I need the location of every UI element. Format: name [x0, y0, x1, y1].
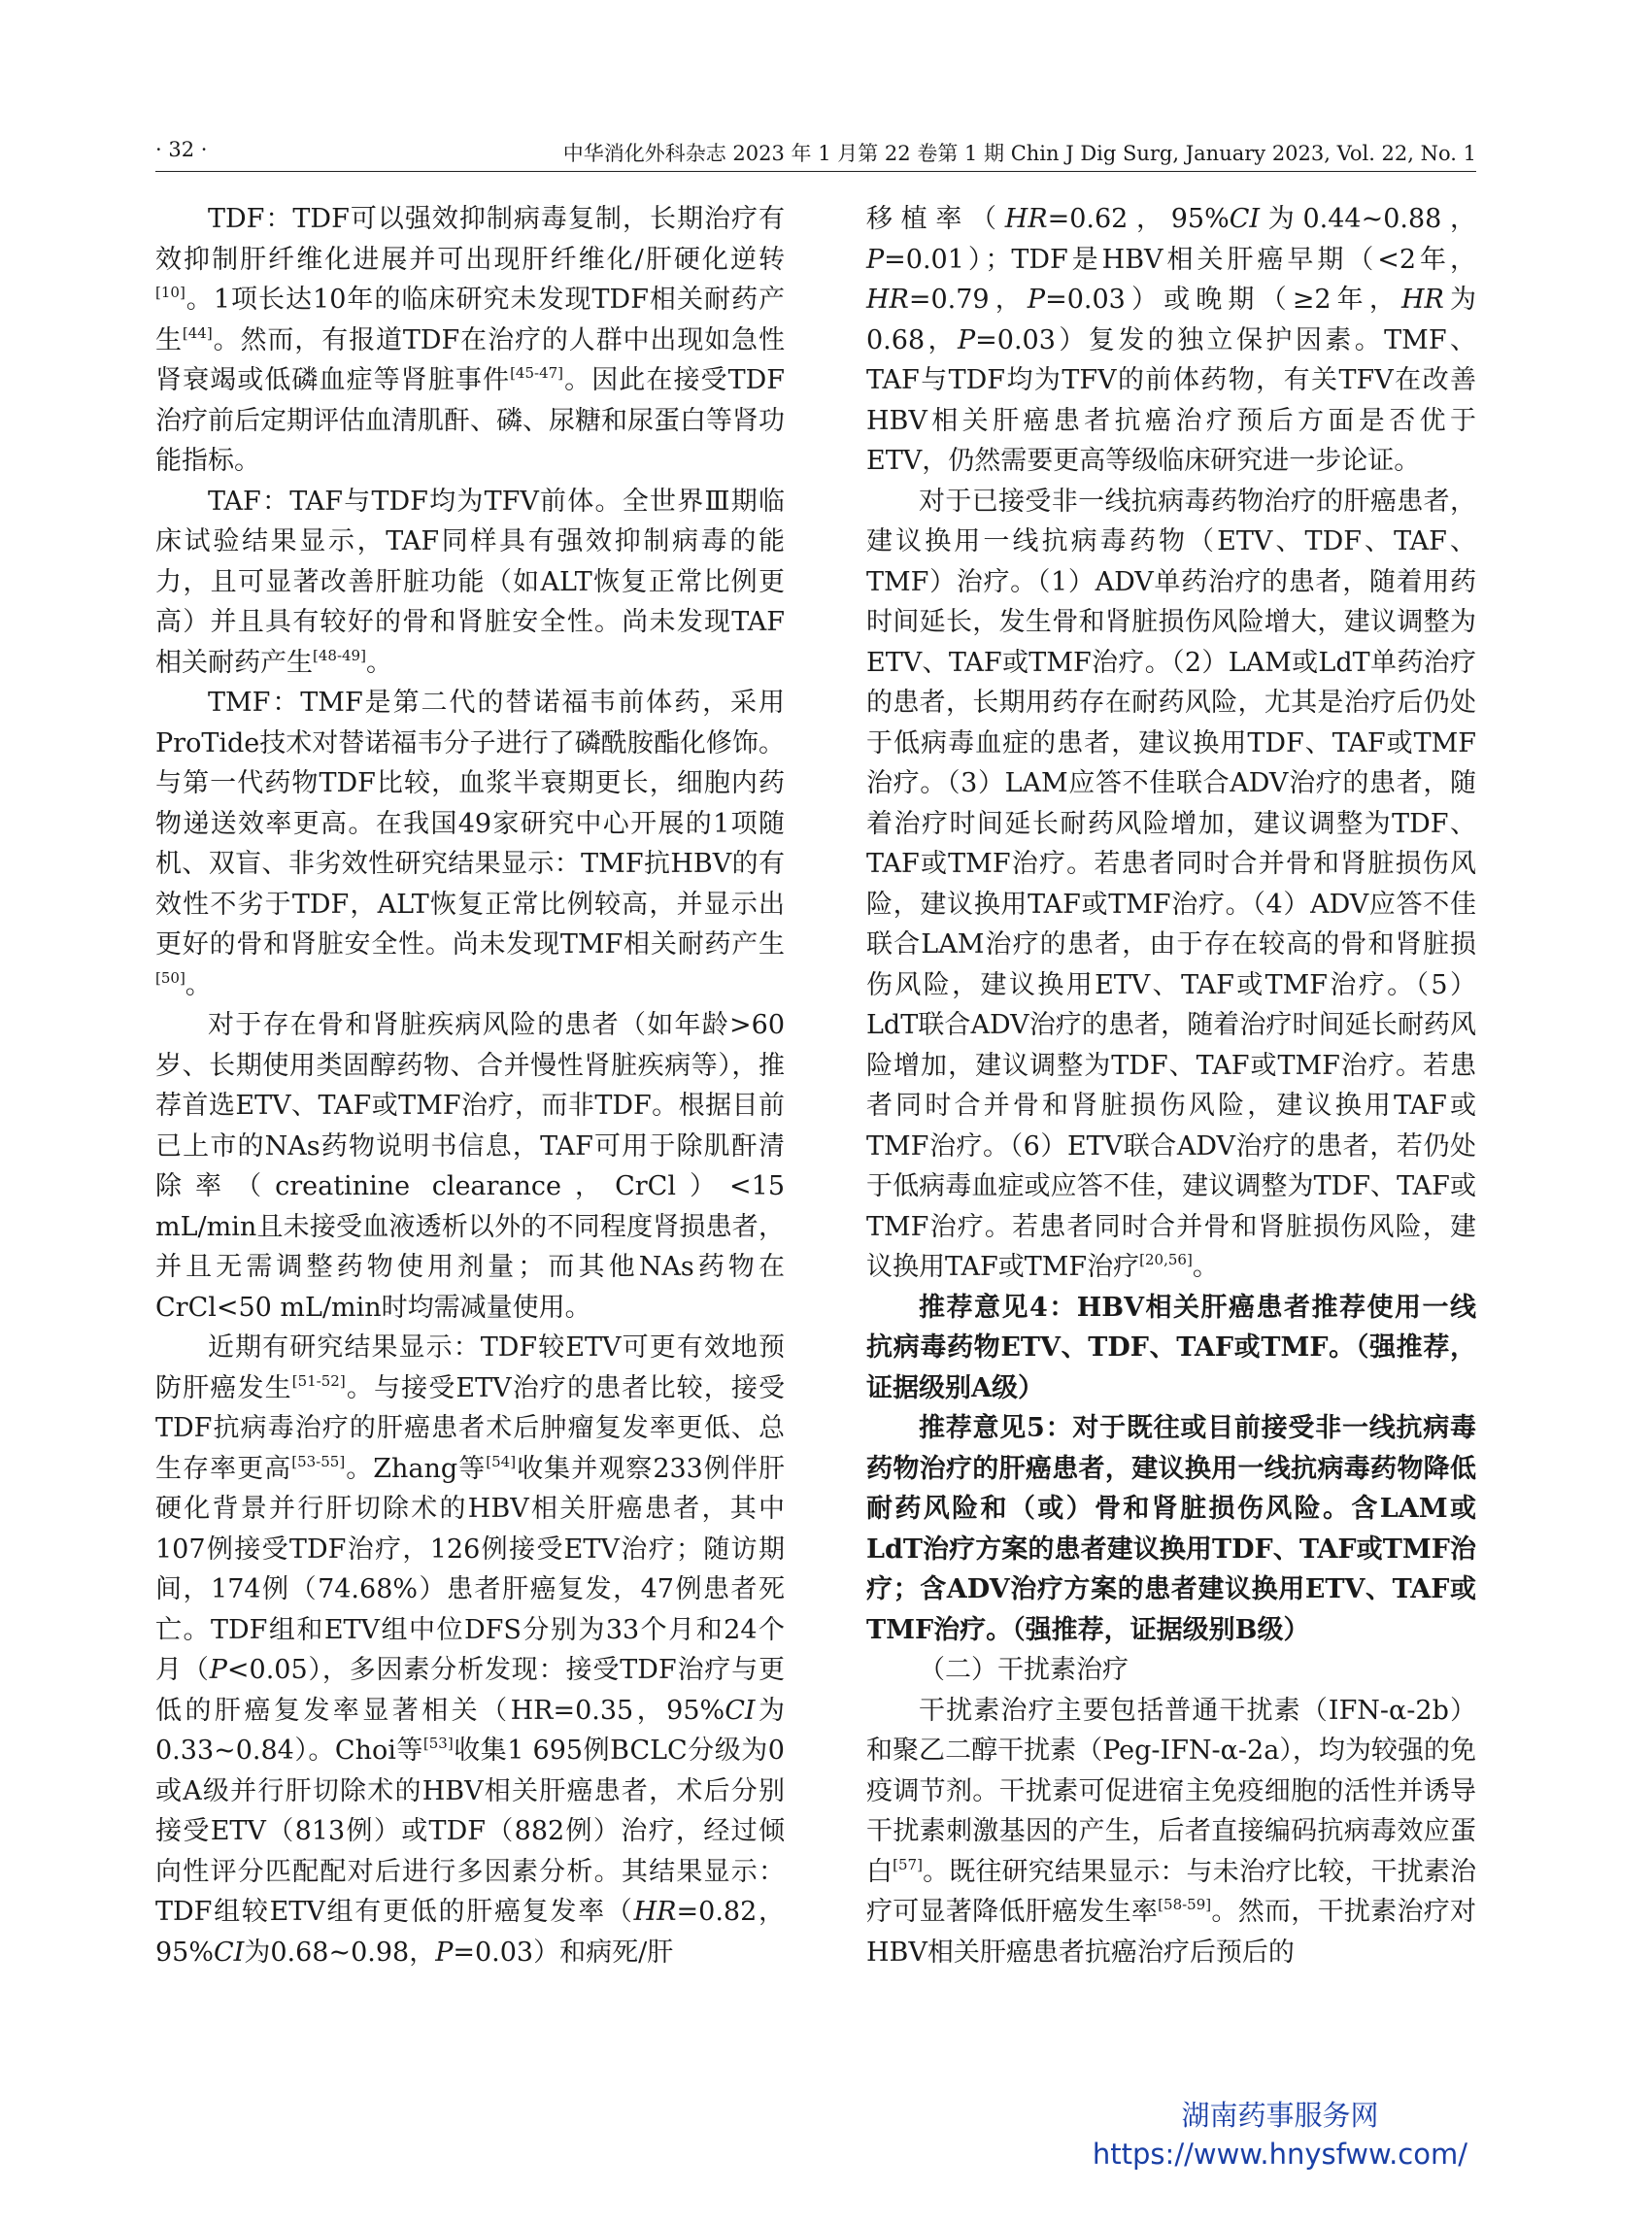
paragraph-interferon: 干扰素治疗主要包括普通干扰素（IFN-α-2b）和聚乙二醇干扰素（Peg-IFN-α-2a），均为较强的免疫调节剂。干扰素可促进宿主免疫细胞的活性并诱导干扰素刺激基因的产生，后者直接编码抗病毒效应蛋白[57]。既往研究结果显示：与未治疗比较，干扰素治疗可显著降低肝癌发生率[58-59]。然而，干扰素治疗对HBV相关肝癌患者抗癌治疗后预后的 [866, 1695, 1477, 1968]
watermark [1093, 2096, 1467, 2174]
citation[interactable]: [53] [422, 1735, 454, 1752]
paragraph-taf: TAF：TAF与TDF均为TFV前体。全世界Ⅲ期临床试验结果显示，TAF同样具有强效抑制病毒的能力，且可显著改善肝脏功能（如ALT恢复正常比例更高）并且具有较好的骨和肾脏安全性。尚未发现TAF相关耐药产生[48-49]。 [155, 486, 785, 678]
left-column [155, 199, 785, 1972]
citation[interactable]: [50] [155, 968, 185, 987]
citation[interactable]: [48-49] [313, 646, 366, 664]
section-heading-interferon: （二）干扰素治疗 [919, 1655, 1129, 1685]
paragraph-bone-kidney-risk: 对于存在骨和肾脏疾病风险的患者（如年龄>60岁、长期使用类固醇药物、合并慢性肾脏疾病等），推荐首选ETV、TAF或TMF治疗，而非TDF。根据目前已上市的NAs药物说明书信息，TAF可用于除肌酐清除率（creatinine clearance，CrCl）<15 mL/min且未接受血液透析以外的不同程度肾损患者，并且无需调整药物使用剂量；而其他NAs药物在CrCl<50 mL/min时均需减量使用。 [155, 1010, 785, 1323]
paragraph-tdf-vs-etv: 近期有研究结果显示：TDF较ETV可更有效地预防肝癌发生[51-52]。与接受ETV治疗的患者比较，接受TDF抗病毒治疗的肝癌患者术后肿瘤复发率更低、总生存率更高[53-55]。Zhang等[54]收集并观察233例伴肝硬化背景并行肝切除术的HBV相关肝癌患者，其中107例接受TDF治疗，126例接受ETV治疗；随访期间，174例（74.68%）患者肝癌复发，47例患者死亡。TDF组和ETV组中位DFS分别为33个月和24个月（P<0.05），多因素分析发现：接受TDF治疗与更低的肝癌复发率显著相关（HR=0.35，95%CI为0.33~0.84）。Choi等[53]收集1 695例BCLC分级为0或A级并行肝切除术的HBV相关肝癌患者，术后分别接受ETV（813例）或TDF（882例）治疗，经过倾向性评分匹配配对后进行多因素分析。其结果显示：TDF组较ETV组有更低的肝癌复发率（HR=0.82，95%CI为0.68~0.98，P=0.03）和病死/肝 [155, 1332, 786, 1968]
citation[interactable]: [45-47] [510, 364, 564, 382]
recommendation-4: 推荐意见4：HBV相关肝癌患者推荐使用一线抗病毒药物ETV、TDF、TAF或TMF。（强推荐，证据级别A级） [866, 1292, 1476, 1403]
page-number: · 32 · [155, 138, 208, 161]
journal-citation: 中华消化外科杂志 2023 年 1 月第 22 卷第 1 期 Chin J Dig Surg, January 2023, Vol. 22, No. 1 [562, 142, 1476, 165]
citation[interactable]: [51-52] [291, 1371, 346, 1390]
citation[interactable]: [58-59] [1158, 1896, 1212, 1913]
right-column [866, 199, 1476, 1972]
citation[interactable]: [57] [893, 1855, 923, 1873]
citation[interactable]: [20,56] [1139, 1251, 1193, 1268]
recommendation-5: 推荐意见5：对于既往或目前接受非一线抗病毒药物治疗的肝癌患者，建议换用一线抗病毒药物降低耐药风险和（或）骨和肾脏损伤风险。含LAM或LdT治疗方案的患者建议换用TDF、TAF或TMF治疗；含ADV治疗方案的患者建议换用ETV、TAF或TMF治疗。（强推荐，证据级别B级） [866, 1413, 1476, 1645]
citation[interactable]: [53-55] [291, 1452, 346, 1470]
paragraph-switching: 对于已接受非一线抗病毒药物治疗的肝癌患者，建议换用一线抗病毒药物（ETV、TDF、TAF、TMF）治疗。（1）ADV单药治疗的患者，随着用药时间延长，发生骨和肾脏损伤风险增大，建议调整为ETV、TAF或TMF治疗。（2）LAM或LdT单药治疗的患者，长期用药存在耐药风险，尤其是治疗后仍处于低病毒血症的患者，建议换用TDF、TAF或TMF治疗。（3）LAM应答不佳联合ADV治疗的患者，随着治疗时间延长耐药风险增加，建议调整为TDF、TAF或TMF治疗。若患者同时合并骨和肾脏损伤风险，建议换用TAF或TMF治疗。（4）ADV应答不佳联合LAM治疗的患者，由于存在较高的骨和肾脏损伤风险，建议换用ETV、TAF或TMF治疗。（5）LdT联合ADV治疗的患者，随着治疗时间延长耐药风险增加，建议调整为TDF、TAF或TMF治疗。若患者同时合并骨和肾脏损伤风险，建议换用TAF或TMF治疗。（6）ETV联合ADV治疗的患者，若仍处于低病毒血症或应答不佳，建议调整为TDF、TAF或TMF治疗。若患者同时合并骨和肾脏损伤风险，建议换用TAF或TMF治疗[20,56]。 [866, 486, 1476, 1282]
watermark-url[interactable]: https://www.hnysfww.com/ [1092, 2138, 1467, 2171]
citation[interactable]: [54] [486, 1452, 517, 1470]
citation[interactable]: [44] [182, 323, 213, 342]
running-header [155, 136, 1476, 172]
watermark-title: 湖南药事服务网 [1181, 2099, 1379, 2132]
paragraph-tdf: TDF：TDF可以强效抑制病毒复制，长期治疗有效抑制肝纤维化进展并可出现肝纤维化/肝硬化逆转[10]。1项长达10年的临床研究未发现TDF相关耐药产生[44]。然而，有报道TDF在治疗的人群中出现如急性肾衰竭或低磷血症等肾脏事件[45-47]。因此在接受TDF治疗前后定期评估血清肌酐、磷、尿糖和尿蛋白等肾功能指标。 [155, 204, 786, 476]
citation[interactable]: [10] [155, 284, 185, 301]
paragraph-continued: 移植率（HR=0.62，95%CI为0.44~0.88，P=0.01）；TDF是HBV相关肝癌早期（<2年，HR=0.79，P=0.03）或晚期（≥2年，HR为0.68，P=0.03）复发的独立保护因素。TMF、TAF与TDF均为TFV的前体药物，有关TFV在改善HBV相关肝癌患者抗癌治疗预后方面是否优于ETV，仍然需要更高等级临床研究进一步论证。 [866, 204, 1477, 476]
paragraph-tmf: TMF：TMF是第二代的替诺福韦前体药，采用ProTide技术对替诺福韦分子进行了磷酰胺酯化修饰。与第一代药物TDF比较，血浆半衰期更长，细胞内药物递送效率更高。在我国49家研究中心开展的1项随机、双盲、非劣效性研究结果显示：TMF抗HBV的有效性不劣于TDF，ALT恢复正常比例较高，并显示出更好的骨和肾脏安全性。尚未发现TMF相关耐药产生[50]。 [155, 688, 785, 1000]
